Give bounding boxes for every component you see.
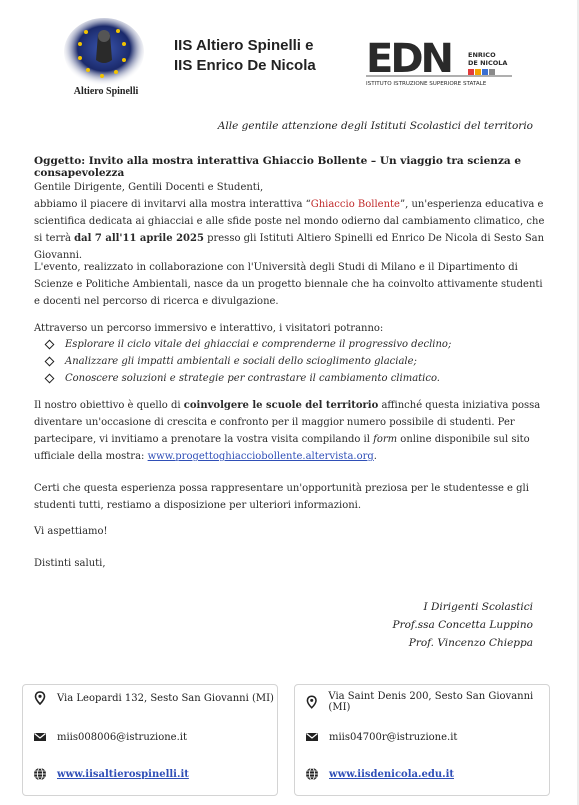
left-logo-caption: Altiero Spinelli (73, 86, 139, 97)
globe-icon (33, 767, 47, 781)
contact-email[interactable]: miis008006@istruzione.it (57, 731, 187, 743)
intro-paragraph: Attraverso un percorso immersivo e interattivo, i visitatori potranno: (34, 323, 384, 334)
signature-name-2: Prof. Vincenzo Chieppa (408, 637, 533, 649)
contact-address-row (33, 691, 274, 705)
contact-address: Via Leopardi 132, Sesto San Giovanni (MI) (57, 692, 274, 704)
bullet-text: Conoscere soluzioni e strategie per contrastare il cambiamento climatico. (65, 373, 440, 384)
location-pin-icon (33, 691, 47, 705)
exhibit-name: Ghiaccio Bollente (310, 199, 400, 210)
contact-address: Via Saint Denis 200, Sesto San Giovanni (MI) (328, 691, 534, 713)
subject-line: Oggetto: Invito alla mostra interattiva Ghiaccio Bollente – Un viaggio tra scienza e consapevolezza (34, 155, 522, 179)
diamond-bullet-icon (45, 357, 55, 367)
signature-name-1: Prof.ssa Concetta Luppino (392, 619, 533, 631)
enrico-de-nicola-logo (366, 34, 516, 90)
contact-website-row (33, 767, 189, 781)
invitation-part-1: abbiamo il piacere di invitarvi alla mostra interattiva “ (34, 199, 311, 210)
contact-box-left (22, 684, 278, 796)
diamond-bullet-icon (45, 374, 55, 384)
signature-title: I Dirigenti Scolastici (423, 601, 533, 613)
school-name-line-2: IIS Enrico De Nicola (174, 57, 316, 74)
contact-email-row (33, 730, 187, 744)
invitation-text (34, 196, 546, 264)
list-item (44, 370, 544, 387)
goal-part-1: Il nostro obiettivo è quello di (34, 400, 184, 411)
diamond-bullet-icon (45, 340, 55, 350)
globe-icon (305, 767, 319, 781)
logo-caption: ISTITUTO ISTRUZIONE SUPERIORE STATALE (366, 81, 487, 87)
list-item (44, 336, 544, 353)
logo-name-2: DE NICOLA (468, 59, 508, 67)
location-pin-icon (305, 695, 318, 709)
wait-line: Vi aspettiamo! (34, 526, 108, 537)
logo-letters: EDN (366, 36, 452, 82)
goal-part-4: . (373, 451, 377, 462)
bullet-list (44, 336, 544, 387)
regards-line: Distinti saluti, (34, 558, 106, 569)
salutation: Gentile Dirigente, Gentili Docenti e Studenti, (34, 182, 264, 193)
contact-box-right (294, 684, 550, 796)
contact-email[interactable]: miis04700r@istruzione.it (329, 731, 458, 743)
goal-part-3: online disponibile sul sito ufficiale della mostra: (34, 434, 530, 462)
bullet-text: Esplorare il ciclo vitale dei ghiacciai e comprenderne il progressivo declino; (65, 339, 452, 350)
school-names (174, 36, 316, 76)
exhibit-website-link[interactable]: www.progettoghiacciobollente.altervista.org (147, 451, 374, 462)
form-word: form (373, 434, 398, 445)
envelope-icon (305, 730, 319, 744)
greeting-paragraph (34, 179, 546, 264)
contact-website-link[interactable]: www.iisdenicola.edu.it (329, 768, 454, 780)
event-paragraph: L'evento, realizzato in collaborazione con l'Università degli Studi di Milano e il Dipartimento di Scienze e Politiche Ambientali, nasce da un progetto biennale che ha coinvolto attivamente studenti e docenti nel percorso di ricerca e divulgazione. (34, 262, 543, 307)
addressee-line: Alle gentile attenzione degli Istituti Scolastici del territorio (217, 120, 533, 132)
envelope-icon (33, 730, 47, 744)
list-item (44, 353, 544, 370)
contact-website-link[interactable]: www.iisaltierospinelli.it (57, 768, 189, 780)
goal-paragraph (34, 397, 546, 465)
goal-part-2: affinché questa iniziativa possa diventare un'occasione di crescita e confronto per il maggior numero possibile di studenti. Per partecipare, vi invitiamo a prenotare la vostra visita compilando il (34, 400, 541, 445)
goal-emphasis: coinvolgere le scuole del territorio (183, 400, 379, 411)
bullet-text: Analizzare gli impatti ambientali e sociali dello scioglimento glaciale; (65, 356, 417, 367)
signature-block (393, 598, 534, 652)
contact-website-row (305, 767, 454, 781)
contact-address-row (305, 691, 549, 713)
event-dates: dal 7 all'11 aprile 2025 (74, 233, 204, 244)
closing-paragraph: Certi che questa esperienza possa rappresentare un'opportunità preziosa per le studentesse e gli studenti tutti, restiamo a disposizione per ulteriori informazioni. (34, 483, 529, 511)
contact-email-row (305, 730, 457, 744)
logo-name-1: ENRICO (468, 51, 496, 59)
invitation-part-3: presso gli Istituti Altiero Spinelli ed Enrico De Nicola di Sesto San Giovanni. (34, 233, 545, 261)
invitation-part-2: ”, un'esperienza educativa e scientifica dedicata ai ghiacciai e alle sfide poste nel mondo odierno dal cambiamento climatico, che si terrà (34, 199, 545, 244)
school-name-line-1: IIS Altiero Spinelli e (174, 37, 314, 54)
